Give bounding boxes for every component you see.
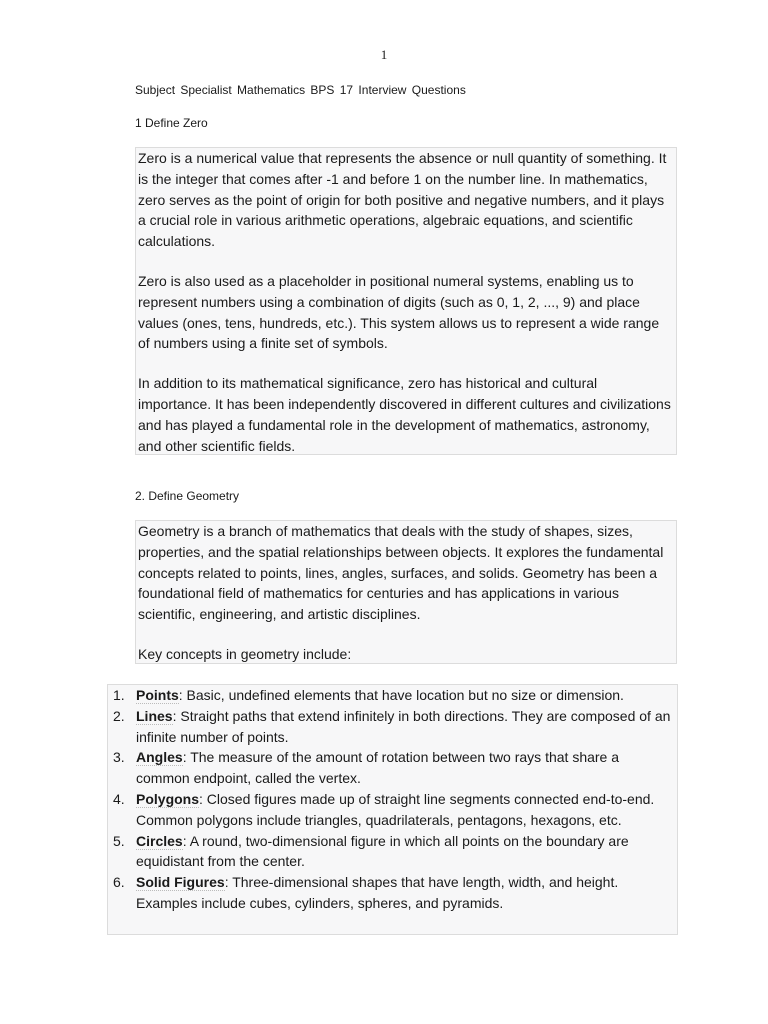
list-item (108, 831, 677, 873)
question-2-answer (135, 520, 677, 664)
document-title: Subject Specialist Mathematics BPS 17 Interview Questions (135, 83, 466, 97)
list-text: : Straight paths that extend infinitely in both directions. They are composed of an infinite number of points. (136, 707, 671, 745)
list-text: : Closed figures made up of straight line segments connected end-to-end. Common polygons include triangles, quadrilaterals, pentagons, hexagons, etc. (136, 790, 655, 828)
answer-paragraph: Zero is also used as a placeholder in positional numeral systems, enabling us to represent numbers using a combination of digits (such as 0, 1, 2, ..., 9) and place values (ones, tens, hundreds, etc.). This system allows us to represent a wide range of numbers using a finite set of symbols. (138, 272, 660, 352)
list-term: Polygons (136, 790, 200, 807)
list-term: Points (136, 687, 179, 703)
list-number: 3. (113, 749, 125, 766)
list-number: 4. (113, 790, 125, 807)
list-item (108, 872, 677, 914)
answer-paragraph: Zero is a numerical value that represents the absence or null quantity of something. It is the integer that comes after -1 and before 1 on the number line. In mathematics, zero serves as the point of origin for both positive and negative numbers, and it plays a crucial role in various arithmetic operations, algebraic equations, and scientific calculations. (138, 150, 667, 250)
list-item (108, 706, 677, 748)
page-number: 1 (380, 47, 388, 62)
question-2-heading: 2. Define Geometry (135, 489, 240, 503)
list-term: Angles (136, 749, 183, 766)
question-1-heading: 1 Define Zero (135, 116, 208, 130)
list-item (108, 747, 677, 789)
list-text: : A round, two-dimensional figure in which all points on the boundary are equidistant from the center. (136, 832, 629, 870)
list-item (108, 685, 677, 706)
list-text: : Three-dimensional shapes that have length, width, and height. Examples include cubes, cylinders, spheres, and pyramids. (136, 874, 619, 911)
answer-paragraph: Key concepts in geometry include: (138, 645, 352, 662)
list-number: 5. (113, 832, 125, 849)
list-text: : The measure of the amount of rotation between two rays that share a common endpoint, called the vertex. (136, 749, 620, 787)
list-term: Solid Figures (136, 874, 225, 891)
question-1-answer (135, 147, 677, 455)
list-term: Lines (136, 707, 173, 724)
answer-paragraph: Geometry is a branch of mathematics that deals with the study of shapes, sizes, properties, and the spatial relationships between objects. It explores the fundamental concepts related to points, lines, angles, surfaces, and solids. Geometry has been a foundational field of mathematics for centuries and has applications in various scientific, engineering, and artistic disciplines. (138, 523, 664, 623)
list-text: : Basic, undefined elements that have location but no size or dimension. (178, 687, 624, 703)
list-item (108, 789, 677, 831)
list-number: 2. (113, 707, 125, 724)
answer-paragraph: In addition to its mathematical significance, zero has historical and cultural importance. It has been independently discovered in different cultures and civilizations and has played a fundamental role in the development of mathematics, astronomy, and other scientific fields. (138, 375, 671, 454)
list-term: Circles (136, 832, 183, 849)
list-number: 6. (113, 874, 125, 891)
geometry-concepts-list (107, 684, 678, 935)
list-number: 1. (113, 687, 125, 703)
